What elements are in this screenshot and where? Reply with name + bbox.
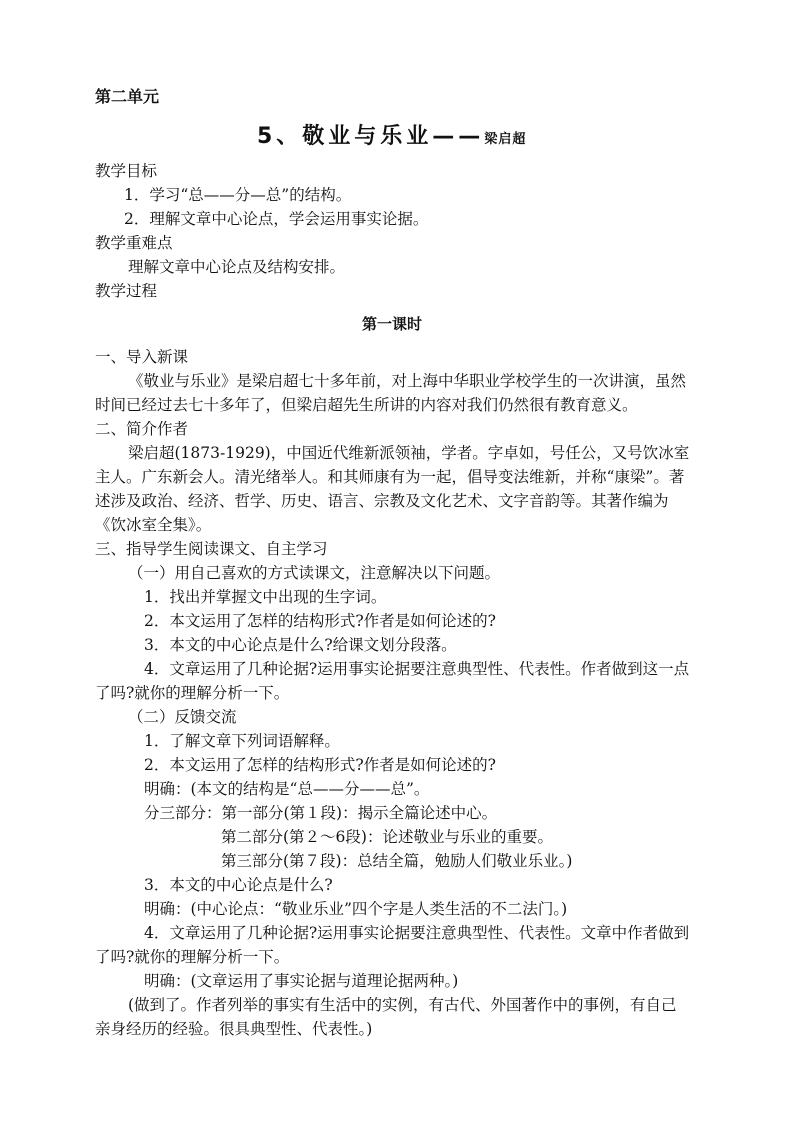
paragraph-line: 述涉及政治、经济、哲学、历史、语言、宗教及文化艺术、文字音韵等。其著作编为	[95, 492, 669, 510]
feedback-item: 1．了解文章下列词语解释。	[144, 732, 340, 750]
answer-line: (做到了。作者列举的事实有生活中的实例，有古代、外国著作中的事例，有自己	[128, 996, 677, 1014]
answer-line: 第二部分(第２～6段)：论述敬业与乐业的重要。	[221, 828, 553, 846]
section-heading: 三、指导学生阅读课文、自主学习	[95, 540, 328, 558]
goals-heading: 教学目标	[95, 162, 158, 180]
question-item-continued: 了吗?就你的理解分析一下。	[95, 684, 290, 702]
paragraph-line: 主人。广东新会人。清光绪举人。和其师康有为一起，倡导变法维新，并称“康梁”。著	[95, 468, 685, 486]
answer-line: 明确：(本文的结构是“总——分——总”。	[144, 780, 430, 798]
section-heading: 一、导入新课	[95, 348, 189, 366]
lesson-title-main: 5、敬业与乐业——	[257, 124, 485, 149]
process-heading: 教学过程	[95, 282, 158, 300]
subsection-heading: （二）反馈交流	[128, 708, 237, 726]
paragraph-line: 《饮冰室全集》。	[95, 516, 212, 534]
key-text: 理解文章中心论点及结构安排。	[128, 258, 346, 276]
feedback-item-continued: 了吗?就你的理解分析一下。	[95, 948, 290, 966]
answer-line: 明确：(文章运用了事实论据与道理论据两种。)	[144, 972, 459, 990]
question-item: 3．本文的中心论点是什么?给课文划分段落。	[144, 636, 457, 654]
section-heading: 二、简介作者	[95, 420, 189, 438]
unit-label: 第二单元	[95, 87, 160, 106]
question-item: 2．本文运用了怎样的结构形式?作者是如何论述的?	[144, 612, 496, 630]
period-title: 第一课时	[362, 315, 423, 333]
feedback-item: 3．本文的中心论点是什么?	[144, 876, 333, 894]
key-heading: 教学重难点	[95, 234, 173, 252]
goal-item: 1．学习“总——分—总”的结构。	[124, 186, 352, 204]
answer-line: 亲身经历的经验。很具典型性、代表性。)	[95, 1020, 373, 1038]
lesson-title	[257, 122, 526, 155]
paragraph-line: 时间已经过去七十多年了，但梁启超先生所讲的内容对我们仍然很有教育意义。	[95, 396, 638, 414]
question-item: 1．找出并掌握文中出现的生字词。	[144, 588, 387, 606]
answer-line: 明确：(中心论点：“敬业乐业”四个字是人类生活的不二法门。)	[144, 900, 568, 918]
paragraph-line: 梁启超(1873-1929)，中国近代维新派领袖，学者。字卓如，号任公，又号饮冰室	[128, 444, 690, 462]
question-item: 4．文章运用了几种论据?运用事实论据要注意典型性、代表性。作者做到这一点	[144, 660, 690, 678]
feedback-item: 4．文章运用了几种论据?运用事实论据要注意典型性、代表性。文章中作者做到	[144, 924, 690, 942]
answer-line: 分三部分：第一部分(第１段)：揭示全篇论述中心。	[144, 804, 498, 822]
paragraph-line: 《敬业与乐业》是梁启超七十多年前，对上海中华职业学校学生的一次讲演，虽然	[128, 372, 687, 390]
answer-line: 第三部分(第７段)：总结全篇，勉励人们敬业乐业。)	[221, 852, 573, 870]
feedback-item: 2．本文运用了怎样的结构形式?作者是如何论述的?	[144, 756, 496, 774]
subsection-heading: （一）用自己喜欢的方式读课文，注意解决以下问题。	[128, 564, 501, 582]
lesson-title-author: 梁启超	[484, 132, 527, 147]
goal-item: 2．理解文章中心论点，学会运用事实论据。	[124, 210, 429, 228]
